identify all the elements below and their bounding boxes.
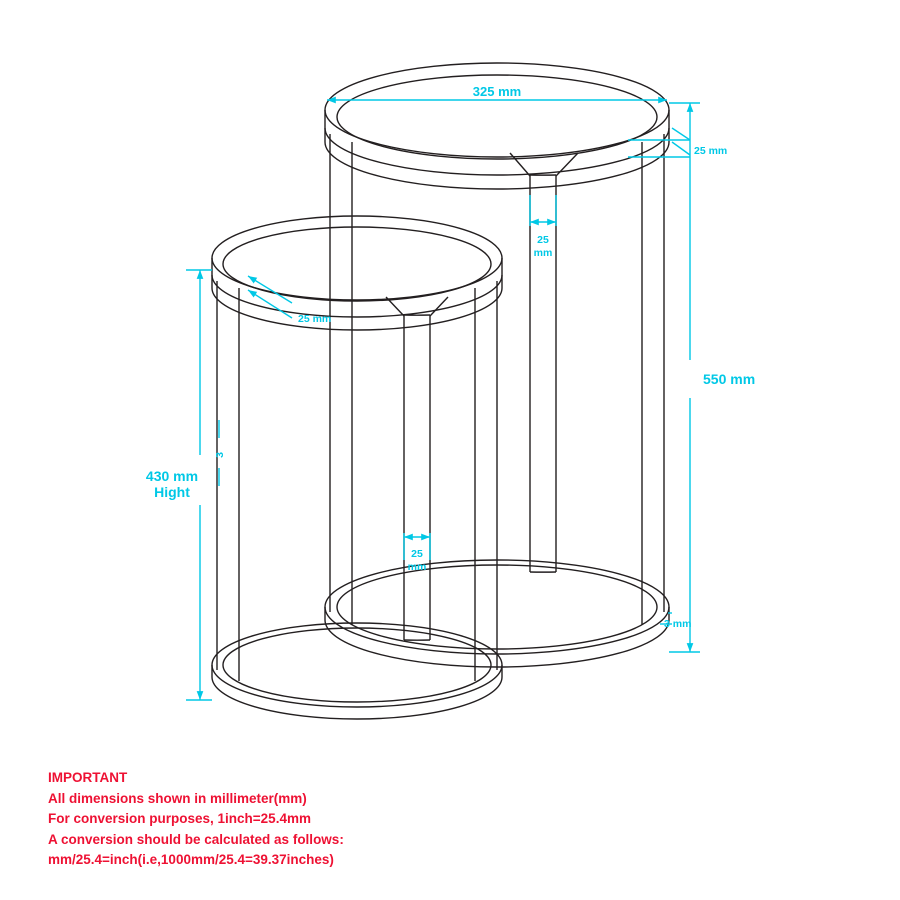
- dim-small-leg-width-1: 25: [411, 548, 423, 560]
- notes-line-2: For conversion purposes, 1inch=25.4mm: [48, 811, 311, 826]
- dim-large-leg-width-1: 25: [537, 234, 549, 246]
- dim-small-leg-width-2: mm: [407, 561, 427, 573]
- notes-heading: IMPORTANT: [48, 770, 128, 785]
- notes-line-1: All dimensions shown in millimeter(mm): [48, 790, 307, 806]
- dim-large-base-thickness: 3 mm: [664, 618, 692, 630]
- dim-top-diameter: 325 mm: [472, 84, 522, 99]
- dim-small-height-value: 430 mm: [145, 468, 199, 484]
- dim-large-top-thickness: 25 mm: [694, 145, 728, 157]
- dim-large-leg-width-2: mm: [533, 247, 553, 259]
- dimension-lines: [186, 100, 700, 700]
- notes-line-4: mm/25.4=inch(i.e,1000mm/25.4=39.37inches): [48, 852, 334, 867]
- important-notes: [48, 768, 344, 871]
- dim-small-apron-thickness: 3: [214, 452, 226, 458]
- small-table-outline: [212, 216, 502, 719]
- notes-line-3: A conversion should be calculated as follows:: [48, 831, 344, 847]
- dim-small-height-label: Hight: [154, 484, 190, 500]
- dim-large-height: 550 mm: [703, 371, 756, 387]
- dim-small-top-thickness: 25 mm: [298, 313, 332, 325]
